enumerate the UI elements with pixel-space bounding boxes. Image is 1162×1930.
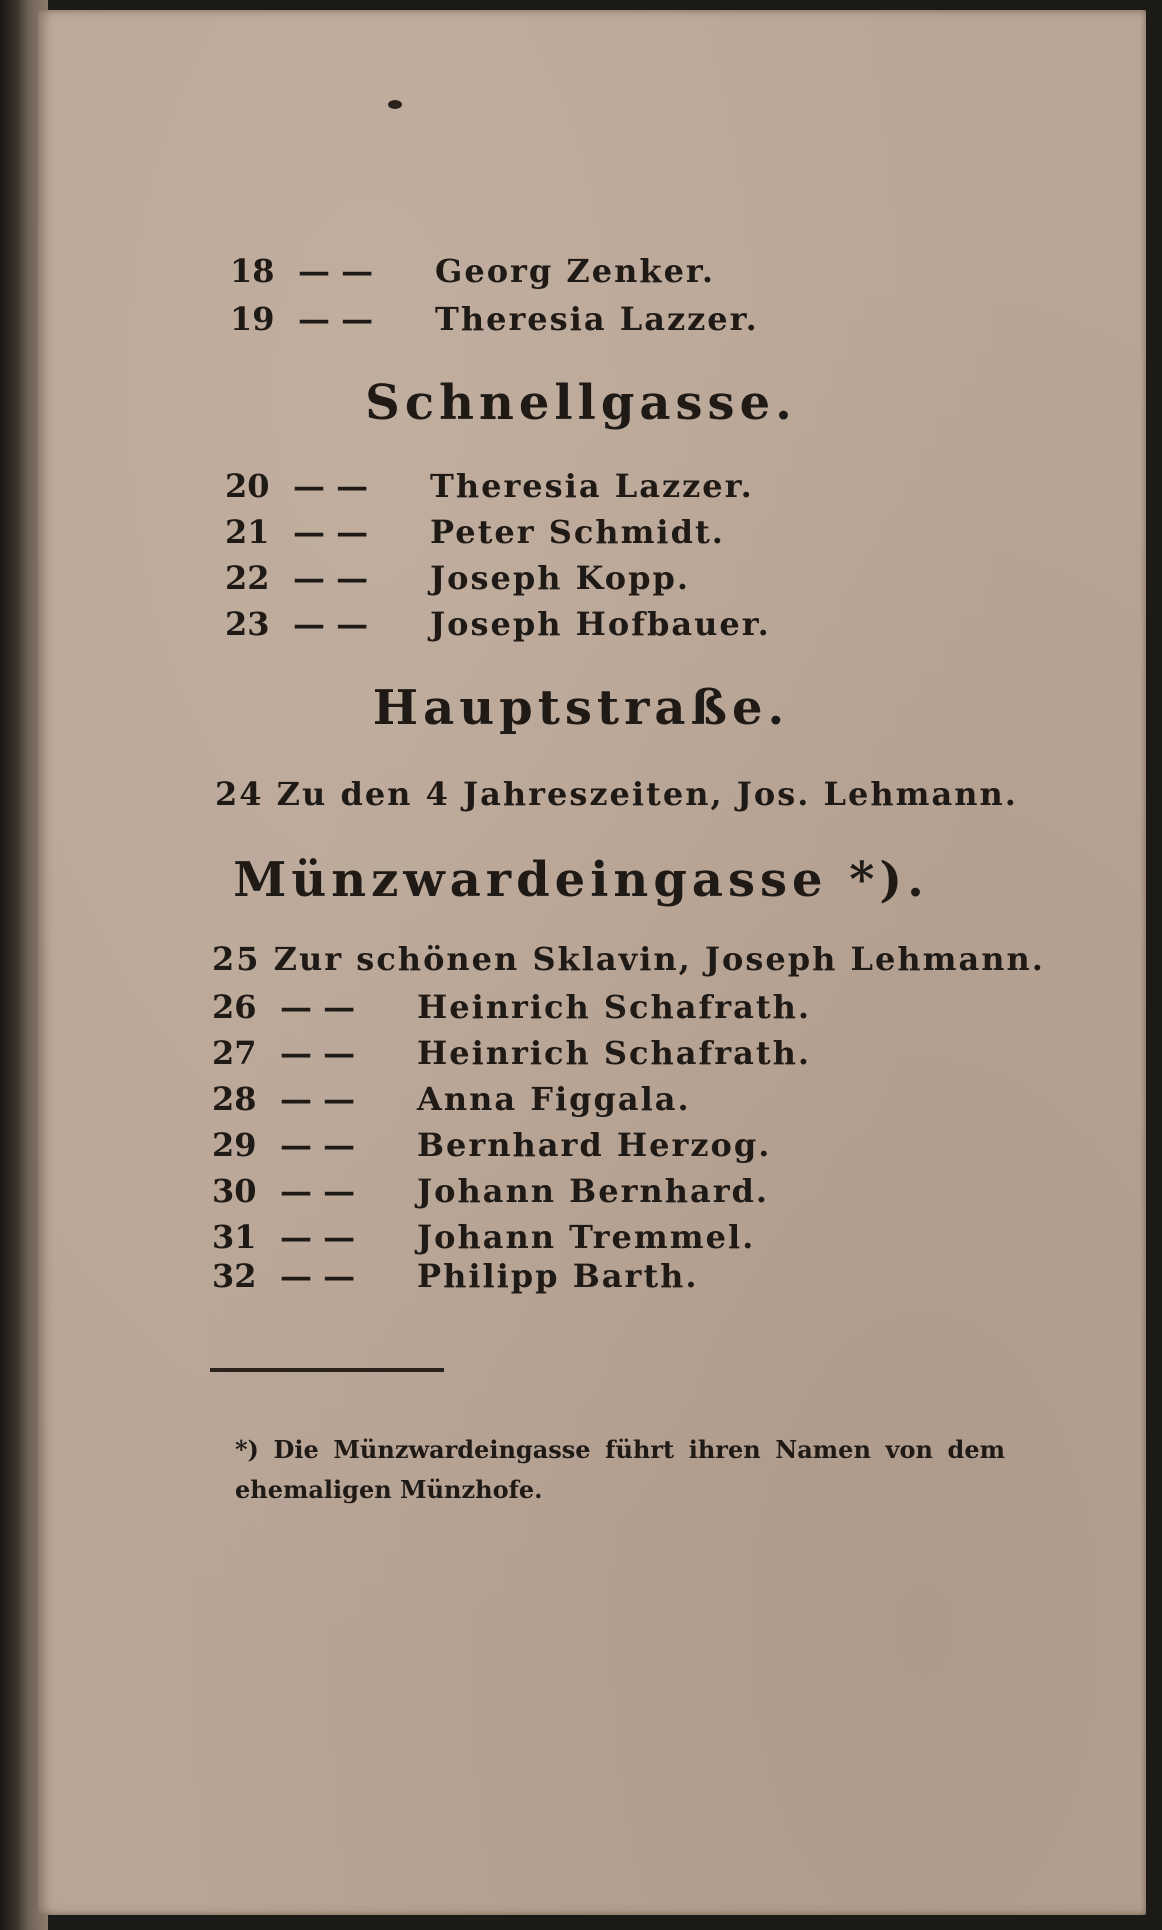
ditto-dash: — — bbox=[298, 300, 374, 338]
ditto-dash: — — bbox=[298, 252, 374, 290]
footnote: *) Die Münzwardeingasse führt ihren Namen von dem ehemaligen Münzhofe. bbox=[235, 1435, 1005, 1504]
ditto-dash: — — bbox=[280, 1034, 356, 1072]
house-number: 30 bbox=[212, 1172, 257, 1210]
street-heading-schnellgasse: Schnellgasse. bbox=[365, 375, 797, 431]
ink-smudge bbox=[388, 100, 402, 109]
ditto-dash: — — bbox=[280, 1218, 356, 1256]
owner-name: Theresia Lazzer. bbox=[435, 300, 759, 338]
owner-name: Heinrich Schafrath. bbox=[417, 988, 812, 1026]
house-number: 19 bbox=[230, 300, 275, 338]
house-number: 20 bbox=[225, 467, 270, 505]
owner-name: Heinrich Schafrath. bbox=[417, 1034, 812, 1072]
house-number: 22 bbox=[225, 559, 270, 597]
owner-name: Bernhard Herzog. bbox=[417, 1126, 772, 1164]
owner-name: Joseph Hofbauer. bbox=[430, 605, 771, 643]
house-number: 23 bbox=[225, 605, 270, 643]
ditto-dash: — — bbox=[280, 1172, 356, 1210]
house-number: 32 bbox=[212, 1257, 257, 1295]
house-number: 27 bbox=[212, 1034, 257, 1072]
ditto-dash: — — bbox=[280, 1126, 356, 1164]
owner-name: Johann Bernhard. bbox=[417, 1172, 770, 1210]
ditto-dash: — — bbox=[293, 605, 369, 643]
owner-name: Johann Tremmel. bbox=[417, 1218, 756, 1256]
house-number: 26 bbox=[212, 988, 257, 1026]
list-item: 25 Zur schönen Sklavin, Joseph Lehmann. bbox=[212, 940, 1045, 978]
owner-name: Philipp Barth. bbox=[417, 1257, 699, 1295]
ditto-dash: — — bbox=[280, 1080, 356, 1118]
owner-name: Theresia Lazzer. bbox=[430, 467, 754, 505]
house-number: 18 bbox=[230, 252, 275, 290]
house-number: 21 bbox=[225, 513, 270, 551]
owner-name: Peter Schmidt. bbox=[430, 513, 725, 551]
ditto-dash: — — bbox=[280, 988, 356, 1026]
owner-name: Joseph Kopp. bbox=[430, 559, 690, 597]
street-heading-muenzwardeingasse: Münzwardeingasse *). bbox=[233, 852, 929, 908]
street-heading-hauptstrasse: Hauptstraße. bbox=[372, 680, 790, 736]
ditto-dash: — — bbox=[293, 513, 369, 551]
ditto-dash: — — bbox=[293, 467, 369, 505]
list-item: 24 Zu den 4 Jahreszeiten, Jos. Lehmann. bbox=[215, 775, 1018, 813]
ditto-dash: — — bbox=[280, 1257, 356, 1295]
house-number: 29 bbox=[212, 1126, 257, 1164]
footnote-divider bbox=[210, 1368, 444, 1372]
ditto-dash: — — bbox=[293, 559, 369, 597]
owner-name: Georg Zenker. bbox=[435, 252, 715, 290]
house-number: 31 bbox=[212, 1218, 257, 1256]
owner-name: Anna Figgala. bbox=[417, 1080, 691, 1118]
house-number: 28 bbox=[212, 1080, 257, 1118]
